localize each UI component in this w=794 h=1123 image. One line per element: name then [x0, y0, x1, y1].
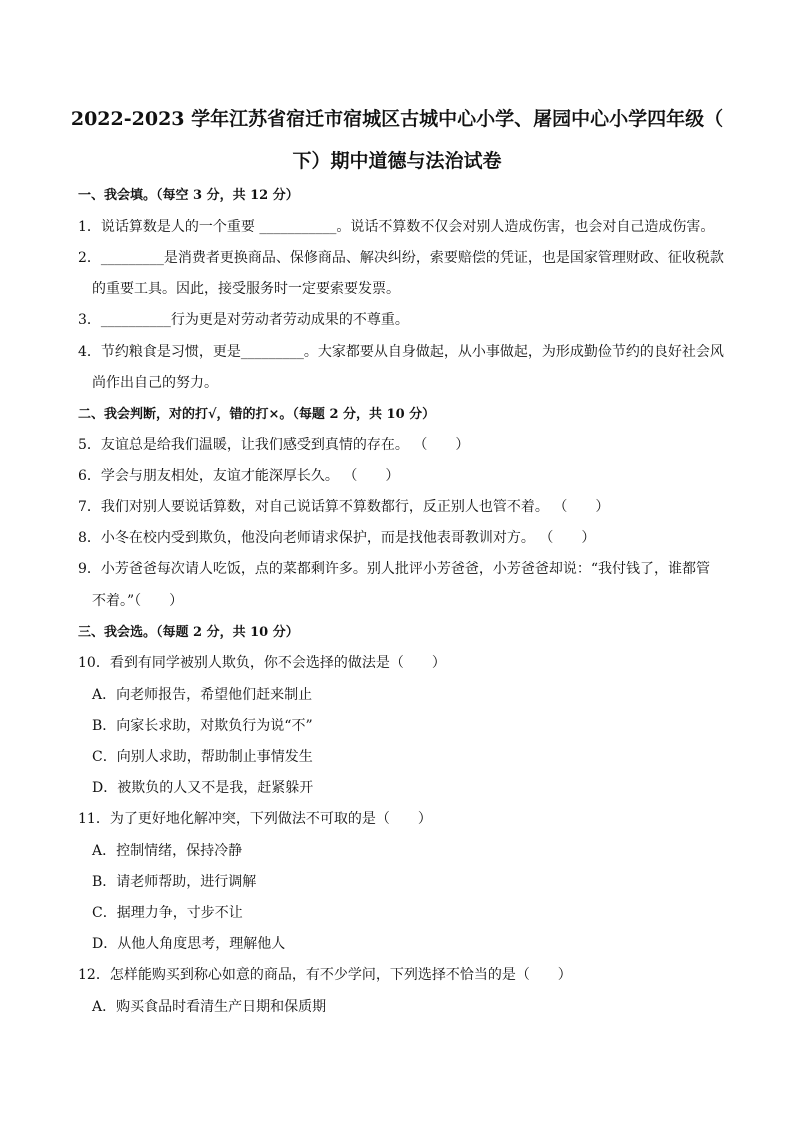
question-10: 10．看到有同学被别人欺负，你不会选择的做法是（ ）	[78, 655, 446, 671]
question-1: 1．说话算数是人的一个重要 ___________。说话不算数不仅会对别人造成伤害，也会对自己造成伤害。	[78, 219, 715, 235]
question-4-continued: 尚作出自己的努力。	[92, 375, 218, 391]
section-fill-in: 一、我会填。（每空 3 分，共 12 分）	[78, 188, 299, 203]
question-8: 8．小冬在校内受到欺负，他没向老师请求保护，而是找他表哥教训对方。 （ ）	[78, 530, 596, 546]
question-9-continued: 不着。”（ ）	[92, 593, 184, 609]
question-11-option-d: D．从他人角度思考，理解他人	[92, 936, 286, 952]
question-11-option-a: A．控制情绪，保持冷静	[92, 843, 243, 859]
exam-title-line-1: 2022-2023 学年江苏省宿迁市宿城区古城中心小学、屠园中心小学四年级（	[70, 108, 724, 130]
question-6: 6．学会与朋友相处，友谊才能深厚长久。 （ ）	[78, 468, 400, 484]
question-2-continued: 的重要工具。因此，接受服务时一定要索要发票。	[92, 281, 400, 297]
section-judge: 二、我会判断，对的打√，错的打×。（每题 2 分，共 10 分）	[78, 407, 436, 422]
question-2: 2．_________是消费者更换商品、保修商品、解决纠纷，索要赔偿的凭证，也是国家管理财政、征收税款	[78, 250, 724, 266]
question-10-option-c: C．向别人求助，帮助制止事情发生	[92, 749, 313, 765]
question-12-option-a: A．购买食品时看清生产日期和保质期	[92, 999, 327, 1015]
question-9: 9．小芳爸爸每次请人吃饭，点的菜都剩许多。别人批评小芳爸爸，小芳爸爸却说：“我付钱了，谁都管	[78, 561, 711, 577]
question-7: 7．我们对别人要说话算数，对自己说话算不算数都行，反正别人也管不着。 （ ）	[78, 499, 610, 515]
exam-title-line-2: 下）期中道德与法治试卷	[292, 150, 502, 172]
question-3: 3．__________行为更是对劳动者劳动成果的不尊重。	[78, 312, 409, 328]
question-5: 5．友谊总是给我们温暖，让我们感受到真情的存在。 （ ）	[78, 437, 470, 453]
question-10-option-b: B．向家长求助，对欺负行为说“不”	[92, 718, 313, 734]
question-10-option-a: A．向老师报告，希望他们赶来制止	[92, 687, 313, 703]
question-12: 12．怎样能购买到称心如意的商品，有不少学问，下列选择不恰当的是（ ）	[78, 967, 572, 983]
question-10-option-d: D．被欺负的人又不是我，赶紧躲开	[92, 780, 314, 796]
question-11-option-c: C．据理力争，寸步不让	[92, 905, 243, 921]
section-choice: 三、我会选。（每题 2 分，共 10 分）	[78, 625, 299, 640]
question-11: 11．为了更好地化解冲突，下列做法不可取的是（ ）	[78, 811, 432, 827]
question-11-option-b: B．请老师帮助，进行调解	[92, 874, 257, 890]
question-4: 4．节约粮食是习惯，更是_________。大家都要从自身做起，从小事做起，为形成勤俭节约的良好社会风	[78, 344, 724, 360]
